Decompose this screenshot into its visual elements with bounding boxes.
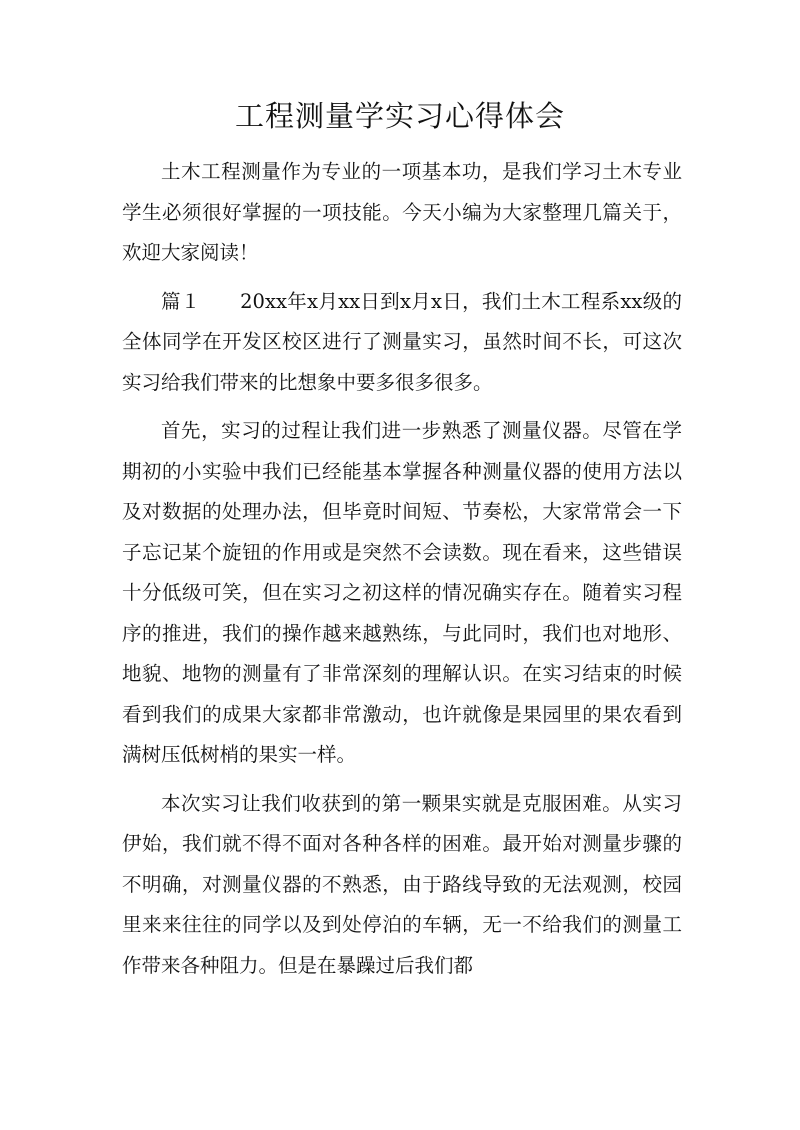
paragraph-overcoming-difficulties: 本次实习让我们收获到的第一颗果实就是克服困难。从实习伊始，我们就不得不面对各种各样的困难。最开始对测量步骤的不明确，对测量仪器的不熟悉，由于路线导致的无法观测，校园里来来往往的同学以及到处停泊的车辆，无一不给我们的测量工作带来各种阻力。但是在暴躁过后我们都 bbox=[122, 791, 682, 977]
paragraph-intro: 土木工程测量作为专业的一项基本功，是我们学习土木专业学生必须很好掌握的一项技能。今天小编为大家整理几篇关于，欢迎大家阅读！ bbox=[122, 160, 682, 264]
document-title: 工程测量学实习心得体会 bbox=[234, 99, 565, 133]
paragraph-instrument-familiarity: 首先，实习的过程让我们进一步熟悉了测量仪器。尽管在学期初的小实验中我们已经能基本掌握各种测量仪器的使用方法以及对数据的处理办法，但毕竟时间短、节奏松，大家常常会一下子忘记某个旋钮的作用或是突然不会读数。现在看来，这些错误十分低级可笑，但在实习之初这样的情况确实存在。随着实习程序的推进，我们的操作越来越熟练，与此同时，我们也对地形、地貌、地物的测量有了非常深刻的理解认识。在实习结束的时候看到我们的成果大家都非常激动，也许就像是果园里的果农看到满树压低树梢的果实一样。 bbox=[122, 419, 682, 766]
document-body bbox=[122, 152, 682, 986]
paragraph-article-1-opening: 篇１ 20xx年x月xx日到x月x日，我们土木工程系xx级的全体同学在开发区校区进行了测量实习，虽然时间不长，可这次实习给我们带来的比想象中要多很多很多。 bbox=[122, 289, 682, 394]
